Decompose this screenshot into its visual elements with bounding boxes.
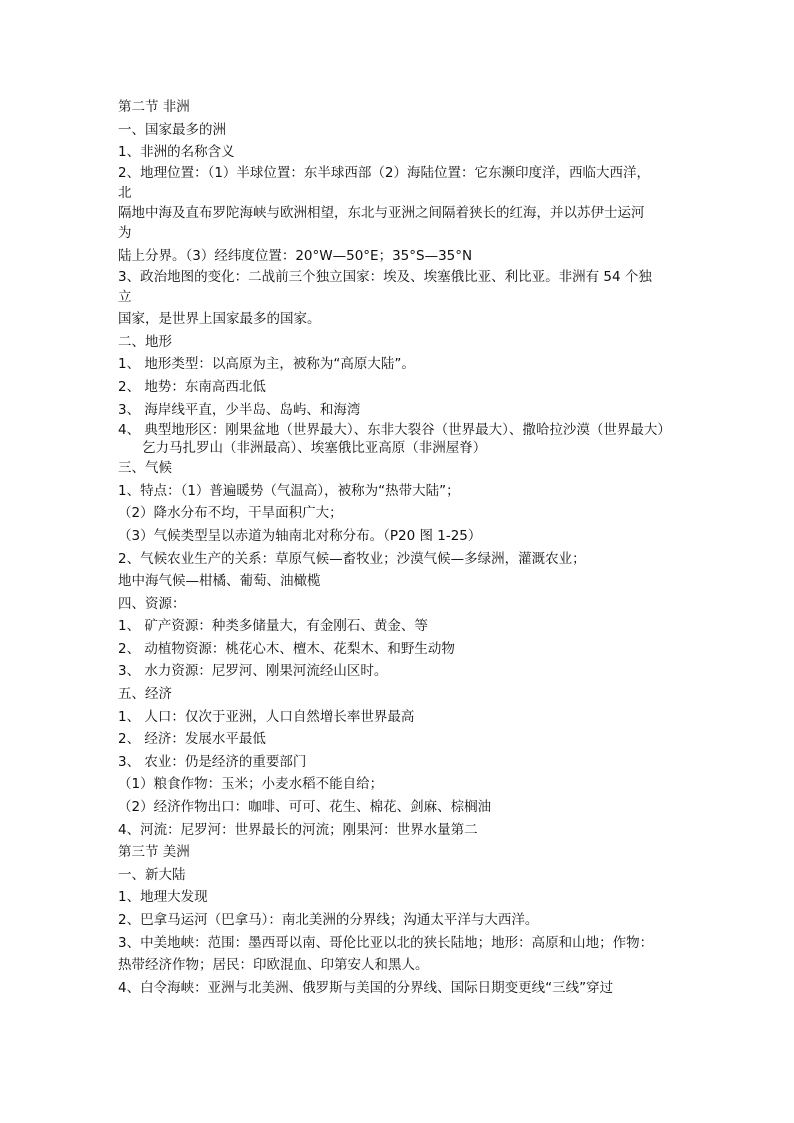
text-line: （2）降水分布不均，干旱面积广大； [118,505,343,522]
text-line: 国家，是世界上国家最多的国家。 [118,311,321,328]
text-line: 1、 矿产资源：种类多储量大，有金刚石、黄金、等 [118,618,428,635]
text-line: （3）气候类型呈以赤道为轴南北对称分布。（P20 图 1-25） [118,527,482,544]
text-line: 一、新大陆 [118,866,186,883]
text-line: 地中海气候—柑橘、葡萄、油橄榄 [118,573,321,590]
text-line: 一、国家最多的洲 [118,121,226,138]
text-line: 2、 地势：东南高西北低 [118,378,266,395]
text-line: 第三节 美洲 [118,844,190,861]
text-line: 1、特点：（1）普遍暖势（气温高），被称为“热带大陆”； [118,482,460,499]
text-line: 2、 动植物资源：桃花心木、檀木、花梨木、和野生动物 [118,640,455,657]
text-line: 1、非洲的名称含义 [118,144,235,161]
text-line: 三、气候 [118,460,172,477]
text-line: （1）粮食作物：玉米；小麦水稻不能自给； [118,776,384,793]
text-line: 2、地理位置：（1）半球位置：东半球西部（2）海陆位置：它东濒印度洋，西临大西洋， [118,164,651,181]
text-line: 4、白令海峡：亚洲与北美洲、俄罗斯与美国的分界线、国际日期变更线“三线”穿过 [118,979,614,996]
text-line: 3、 海岸线平直，少半岛、岛屿、和海湾 [118,401,361,418]
text-line: 隔地中海及直布罗陀海峡与欧洲相望，东北与亚洲之间隔着狭长的红海，并以苏伊士运河 [118,205,645,222]
text-line: 4、河流：尼罗河：世界最长的河流；刚果河：世界水量第二 [118,821,478,838]
text-line: 为 [118,225,132,242]
text-line: 四、资源： [118,595,186,612]
text-line: 陆上分界。（3）经纬度位置：20°W—50°E；35°S—35°N [118,247,473,264]
text-line: 1、 人口：仅次于亚洲，人口自然增长率世界最高 [118,708,415,725]
text-line: 3、 农业：仍是经济的重要部门 [118,753,307,770]
text-line: 五、经济 [118,686,172,703]
text-line: 热带经济作物；居民：印欧混血、印第安人和黑人。 [118,957,429,974]
text-line: 2、 经济：发展水平最低 [118,731,266,748]
document-body [118,96,684,999]
text-line: 第二节 非洲 [118,99,190,115]
text-line: 3、 水力资源：尼罗河、刚果河流经山区时。 [118,663,388,680]
text-line: 乞力马扎罗山（非洲最高）、埃塞俄比亚高原（非洲屋脊） [142,440,487,457]
text-line: 二、地形 [118,333,172,350]
text-line: （2）经济作物出口：咖啡、可可、花生、棉花、剑麻、棕榈油 [118,799,492,816]
text-line: 2、气候农业生产的关系：草原气候—畜牧业；沙漠气候—多绿洲，灌溉农业； [118,550,586,567]
text-line: 3、中美地峡：范围：墨西哥以南、哥伦比亚以北的狭长陆地；地形：高原和山地；作物： [118,934,654,951]
text-line: 3、政治地图的变化：二战前三个独立国家：埃及、埃塞俄比亚、利比亚。非洲有 54 个独 [118,268,652,285]
text-line: 2、巴拿马运河（巴拿马）：南北美洲的分界线；沟通太平洋与大西洋。 [118,912,539,928]
text-line: 北 [118,184,132,201]
text-line: 1、地理大发现 [118,889,208,906]
text-line: 4、 典型地形区：刚果盆地（世界最大）、东非大裂谷（世界最大）、撒哈拉沙漠（世界最大） [118,422,671,439]
text-line: 立 [118,288,132,305]
text-line: 1、 地形类型：以高原为主，被称为“高原大陆”。 [118,356,415,373]
text-lines [118,96,684,999]
